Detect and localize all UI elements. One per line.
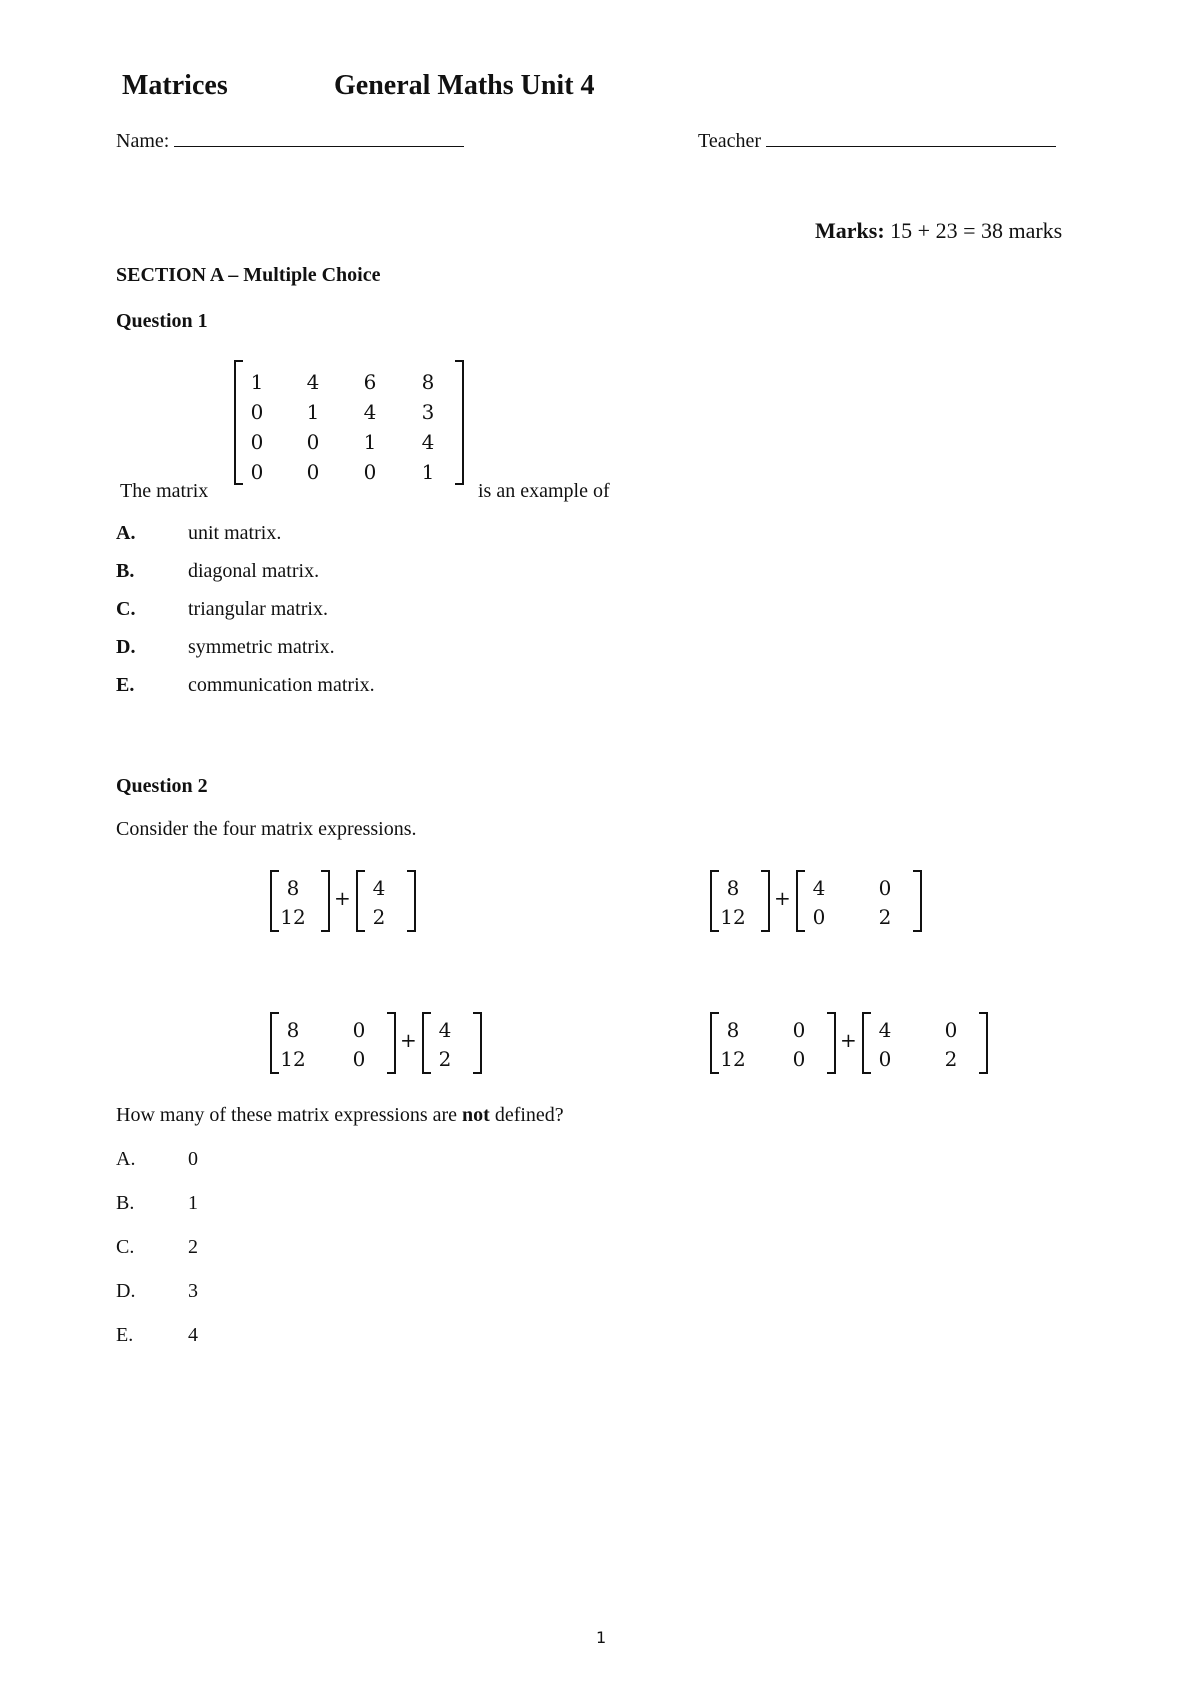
matrix-cell: 12 [720,905,746,929]
option-text: 1 [188,1192,198,1214]
matrix-cell: 8 [421,370,435,394]
expression-left-matrix [710,870,770,932]
marks-line [815,218,1062,244]
q2-option [116,1324,198,1347]
matrix-cell: 4 [878,1018,892,1042]
option-text: diagonal matrix. [188,560,320,582]
matrix-cell: 4 [363,400,377,424]
right-bracket [321,870,330,932]
q2-option [116,1236,198,1259]
option-text: triangular matrix. [188,598,328,620]
option-text: symmetric matrix. [188,636,335,658]
q2-question-pre: How many of these matrix expressions are [116,1104,458,1126]
matrix-cell: 1 [421,460,435,484]
q2-question [116,1104,564,1127]
teacher-field [698,128,1056,153]
marks-value: 15 + 23 = 38 marks [890,218,1063,243]
q1-option [116,598,328,621]
q2-title: Question 2 [116,775,208,797]
plus-sign: + [400,1028,417,1052]
q1-title: Question 1 [116,310,208,332]
matrix-cell: 2 [944,1047,958,1071]
matrix-cell: 12 [280,905,306,929]
right-bracket [455,360,464,485]
matrix-cell: 8 [726,876,740,900]
q1-option [116,560,319,583]
matrix-cell: 0 [792,1047,806,1071]
expression-right-matrix [422,1012,482,1074]
expression-right-matrix [356,870,416,932]
right-bracket [827,1012,836,1074]
left-bracket [270,1012,279,1074]
matrix-cell: 4 [421,430,435,454]
matrix-cell: 0 [878,1047,892,1071]
q1-suffix: is an example of [478,480,610,502]
matrix-cell: 4 [372,876,386,900]
course-title: General Maths Unit 4 [334,70,595,101]
matrix-cell: 0 [878,876,892,900]
expression-left-matrix [710,1012,836,1074]
q2-question-bold: not [462,1104,490,1126]
section-a-title: SECTION A – Multiple Choice [116,264,381,286]
right-bracket [473,1012,482,1074]
name-blank [174,128,464,147]
page-number: 1 [596,1628,607,1647]
expression-right-matrix [862,1012,988,1074]
matrix-cell: 0 [944,1018,958,1042]
matrix-cell: 1 [250,370,264,394]
plus-sign: + [840,1028,857,1052]
left-bracket [710,870,719,932]
option-text: unit matrix. [188,522,282,544]
matrix-cell: 2 [878,905,892,929]
matrix-cell: 4 [306,370,320,394]
matrix-cell: 0 [352,1018,366,1042]
expression-left-matrix [270,1012,396,1074]
matrix-cell: 2 [438,1047,452,1071]
option-letter: B. [116,1192,135,1214]
left-bracket [422,1012,431,1074]
option-letter: A. [116,1148,136,1170]
matrix-cell: 0 [250,430,264,454]
option-letter: C. [116,598,136,620]
right-bracket [387,1012,396,1074]
matrix-cell: 0 [352,1047,366,1071]
option-text: 4 [188,1324,198,1346]
right-bracket [979,1012,988,1074]
teacher-blank [766,128,1056,147]
matrix-cell: 0 [812,905,826,929]
option-letter: D. [116,1280,136,1302]
q1-matrix [234,360,464,485]
left-bracket [862,1012,871,1074]
q2-option [116,1148,198,1171]
option-letter: E. [116,1324,134,1346]
q1-option [116,522,281,545]
option-text: communication matrix. [188,674,375,696]
plus-sign: + [774,886,791,910]
matrix-cell: 0 [363,460,377,484]
matrix-cell: 4 [438,1018,452,1042]
q2-intro: Consider the four matrix expressions. [116,818,417,840]
left-bracket [710,1012,719,1074]
name-field [116,128,464,153]
plus-sign: + [334,886,351,910]
expression-left-matrix [270,870,330,932]
matrix-cell: 12 [720,1047,746,1071]
matrix-cell: 6 [363,370,377,394]
topic-title: Matrices [122,70,228,101]
matrix-cell: 8 [286,876,300,900]
matrix-cell: 1 [363,430,377,454]
option-text: 3 [188,1280,198,1302]
marks-label: Marks: [815,218,885,243]
expression-right-matrix [796,870,922,932]
right-bracket [407,870,416,932]
teacher-label: Teacher [698,130,761,152]
name-label: Name: [116,130,170,152]
matrix-cell: 1 [306,400,320,424]
option-text: 0 [188,1148,198,1170]
right-bracket [761,870,770,932]
matrix-cell: 0 [250,400,264,424]
matrix-cell: 3 [421,400,435,424]
left-bracket [270,870,279,932]
q2-option [116,1280,198,1303]
matrix-cell: 0 [306,430,320,454]
q2-question-post: defined? [494,1104,564,1126]
matrix-cell: 0 [306,460,320,484]
matrix-cell: 0 [250,460,264,484]
matrix-cell: 12 [280,1047,306,1071]
matrix-cell: 8 [286,1018,300,1042]
left-bracket [796,870,805,932]
matrix-cell: 0 [792,1018,806,1042]
option-text: 2 [188,1236,198,1258]
option-letter: A. [116,522,136,544]
left-bracket [356,870,365,932]
q1-prefix: The matrix [120,480,209,502]
option-letter: D. [116,636,136,658]
option-letter: E. [116,674,135,696]
q2-option [116,1192,198,1215]
left-bracket [234,360,243,485]
option-letter: C. [116,1236,135,1258]
matrix-cell: 8 [726,1018,740,1042]
matrix-cell: 2 [372,905,386,929]
option-letter: B. [116,560,135,582]
right-bracket [913,870,922,932]
matrix-cell: 4 [812,876,826,900]
q1-option [116,636,335,659]
q1-option [116,674,375,697]
